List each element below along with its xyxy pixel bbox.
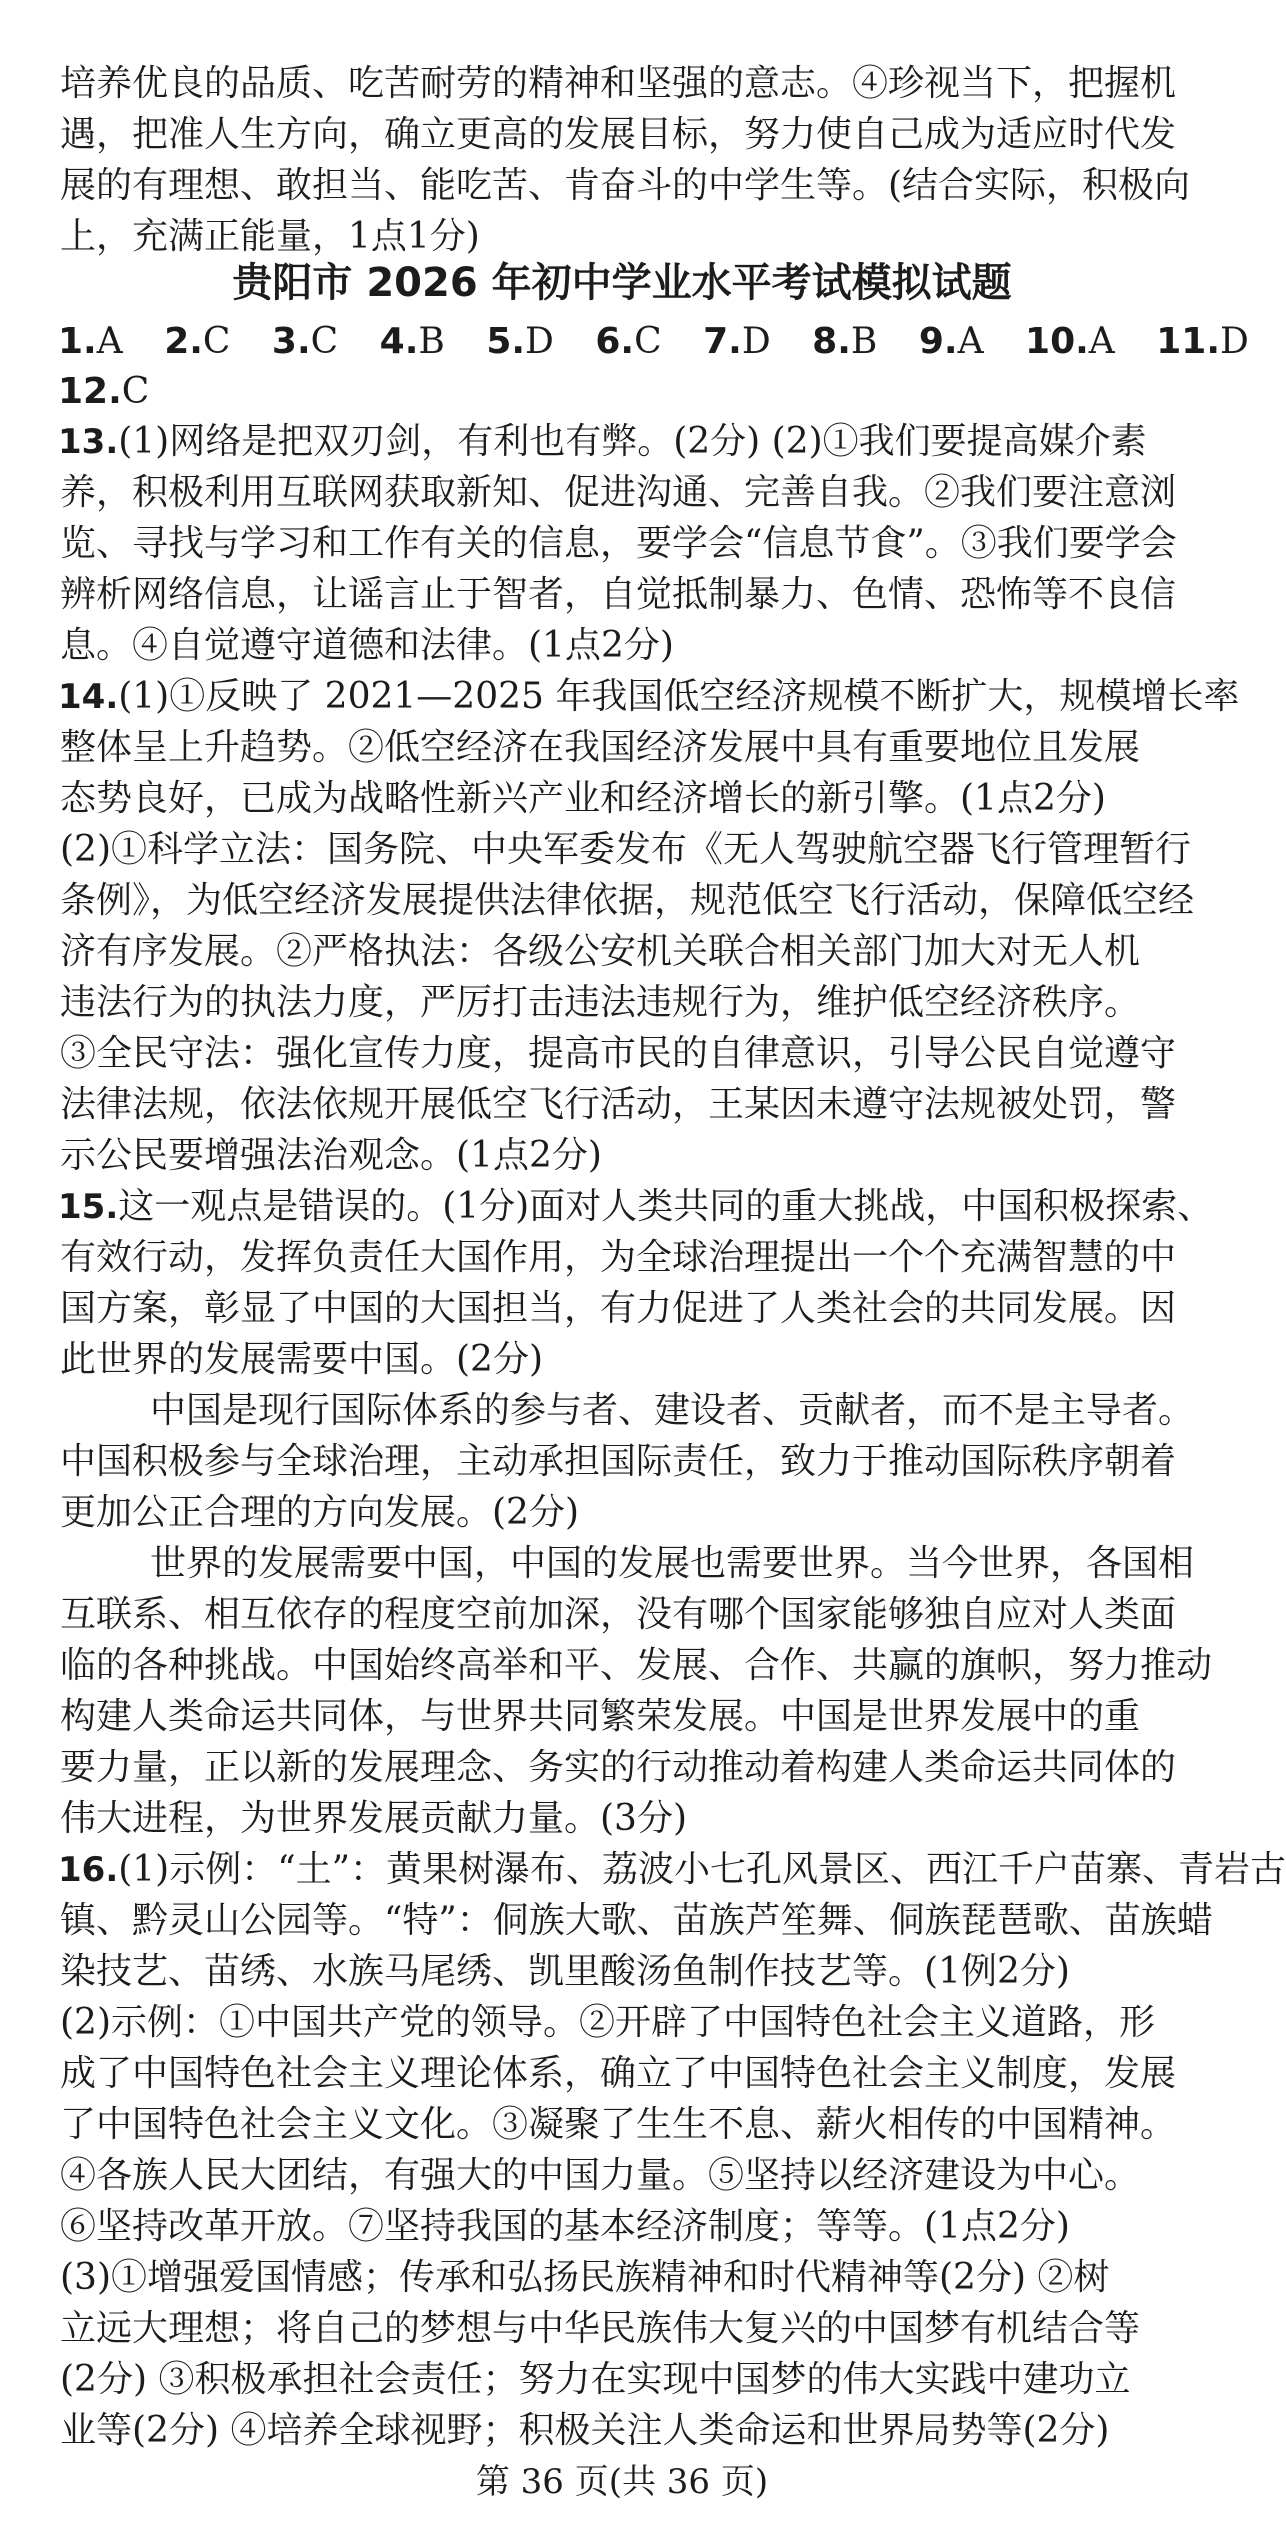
q16-line: ④各族人民大团结，有强大的中国力量。⑤坚持以经济建设为中心。 (60, 2155, 1141, 2196)
choice-answers-row-2 (58, 370, 1188, 414)
q14-line: 违法行为的执法力度，严厉打击违法违规行为，维护低空经济秩序。 (60, 982, 1141, 1023)
exam-title: 贵阳市 2026 年初中学业水平考试模拟试题 (232, 260, 1012, 306)
q16-line: ⑥坚持改革开放。⑦坚持我国的基本经济制度；等等。(1点2分) (60, 2206, 1070, 2247)
q15-number: 15. (58, 1187, 119, 1227)
q16-line: 成了中国特色社会主义理论体系，确立了中国特色社会主义制度，发展 (60, 2053, 1177, 2094)
q15-line: 有效行动，发挥负责任大国作用，为全球治理提出一个个充满智慧的中 (60, 1237, 1177, 1278)
q16-line: 了中国特色社会主义文化。③凝聚了生生不息、薪火相传的中国精神。 (60, 2104, 1177, 2145)
q15-para3-line: 要力量，正以新的发展理念、务实的行动推动着构建人类命运共同体的 (60, 1747, 1177, 1788)
choice-answer: 10.A (1025, 321, 1115, 362)
q14-line: 条例》，为低空经济发展提供法律依据，规范低空飞行活动，保障低空经 (60, 880, 1195, 921)
q16-line: (3)①增强爱国情感；传承和弘扬民族精神和时代精神等(2分) ②树 (60, 2257, 1110, 2298)
choice-answer: 8.B (812, 321, 878, 362)
q15-para3-line: 构建人类命运共同体，与世界共同繁荣发展。中国是世界发展中的重 (60, 1696, 1141, 1737)
q14-line: 14.(1)①反映了 2021—2025 年我国低空经济规模不断扩大，规模增长率 (58, 676, 1240, 717)
choice-answer: 5.D (486, 321, 554, 362)
q14-line: ③全民守法：强化宣传力度，提高市民的自律意识，引导公民自觉遵守 (60, 1033, 1177, 1074)
q13-line: 辨析网络信息，让谣言止于智者，自觉抵制暴力、色情、恐怖等不良信 (60, 574, 1177, 615)
choice-answer: 6.C (595, 321, 662, 362)
intro-line: 展的有理想、敢担当、能吃苦、肯奋斗的中学生等。(结合实际，积极向 (60, 165, 1191, 206)
q15-line: 国方案，彰显了中国的大国担当，有力促进了人类社会的共同发展。因 (60, 1288, 1177, 1329)
q16-line: 镇、黔灵山公园等。“特”：侗族大歌、苗族芦笙舞、侗族琵琶歌、苗族蜡 (60, 1900, 1213, 1941)
q14-line: (2)①科学立法：国务院、中央军委发布《无人驾驶航空器飞行管理暂行 (60, 829, 1191, 870)
q15-para2-line: 中国积极参与全球治理，主动承担国际责任，致力于推动国际秩序朝着 (60, 1441, 1177, 1482)
q15-para3-line: 世界的发展需要中国，中国的发展也需要世界。当今世界，各国相 (150, 1543, 1195, 1584)
q13-line: 13.(1)网络是把双刃剑，有利也有弊。(2分) (2)①我们要提高媒介素 (58, 421, 1147, 462)
q13-number: 13. (58, 422, 119, 462)
q15-para3-line: 互联系、相互依存的程度空前加深，没有哪个国家能够独自应对人类面 (60, 1594, 1177, 1635)
choice-answer: 4.B (379, 321, 445, 362)
q16-line: (2分) ③积极承担社会责任；努力在实现中国梦的伟大实践中建功立 (60, 2359, 1131, 2400)
q14-number: 14. (58, 677, 119, 717)
choice-answer: 1.A (58, 321, 123, 362)
q13-line: 览、寻找与学习和工作有关的信息，要学会“信息节食”。③我们要学会 (60, 523, 1177, 564)
q15-para3-line: 伟大进程，为世界发展贡献力量。(3分) (60, 1798, 687, 1839)
choice-answer: 9.A (918, 321, 984, 362)
choice-answer: 2.C (164, 321, 231, 362)
intro-line: 上，充满正能量，1点1分) (60, 216, 480, 257)
q15-para3-line: 临的各种挑战。中国始终高举和平、发展、合作、共赢的旗帜，努力推动 (60, 1645, 1213, 1686)
q13-line: 息。④自觉遵守道德和法律。(1点2分) (60, 625, 674, 666)
q14-line: 法律法规，依法依规开展低空飞行活动，王某因未遵守法规被处罚，警 (60, 1084, 1177, 1125)
intro-line: 培养优良的品质、吃苦耐劳的精神和坚强的意志。④珍视当下，把握机 (60, 63, 1177, 104)
q14-line: 济有序发展。②严格执法：各级公安机关联合相关部门加大对无人机 (60, 931, 1141, 972)
q15-line: 此世界的发展需要中国。(2分) (60, 1339, 543, 1380)
q14-line: 整体呈上升趋势。②低空经济在我国经济发展中具有重要地位且发展 (60, 727, 1141, 768)
q16-line: 染技艺、苗绣、水族马尾绣、凯里酸汤鱼制作技艺等。(1例2分) (60, 1951, 1070, 1992)
q16-line: 16.(1)示例：“土”：黄果树瀑布、荔波小七孔风景区、西江千户苗寨、青岩古 (58, 1849, 1286, 1890)
q16-line: (2)示例：①中国共产党的领导。②开辟了中国特色社会主义道路，形 (60, 2002, 1155, 2043)
q16-line: 立远大理想；将自己的梦想与中华民族伟大复兴的中国梦有机结合等 (60, 2308, 1141, 2349)
q15-para2-line: 中国是现行国际体系的参与者、建设者、贡献者，而不是主导者。 (150, 1390, 1195, 1431)
choice-answer: 11.D (1156, 321, 1249, 362)
page-number: 第 36 页(共 36 页) (475, 2462, 769, 2502)
q15-line: 15.这一观点是错误的。(1分)面对人类共同的重大挑战，中国积极探索、 (58, 1186, 1214, 1227)
choice-answer: 3.C (271, 321, 339, 362)
choice-answer: 7.D (703, 321, 771, 362)
q13-line: 养，积极利用互联网获取新知、促进沟通、完善自我。②我们要注意浏 (60, 472, 1177, 513)
choice-answers-row-1 (58, 320, 1249, 364)
intro-line: 遇，把准人生方向，确立更高的发展目标，努力使自己成为适应时代发 (60, 114, 1177, 155)
q16-number: 16. (58, 1850, 119, 1890)
q14-line: 示公民要增强法治观念。(1点2分) (60, 1135, 602, 1176)
q16-line: 业等(2分) ④培养全球视野；积极关注人类命运和世界局势等(2分) (60, 2410, 1110, 2451)
choice-answer: 12.C (58, 371, 150, 412)
q14-line: 态势良好，已成为战略性新兴产业和经济增长的新引擎。(1点2分) (60, 778, 1106, 819)
q15-para2-line: 更加公正合理的方向发展。(2分) (60, 1492, 579, 1533)
